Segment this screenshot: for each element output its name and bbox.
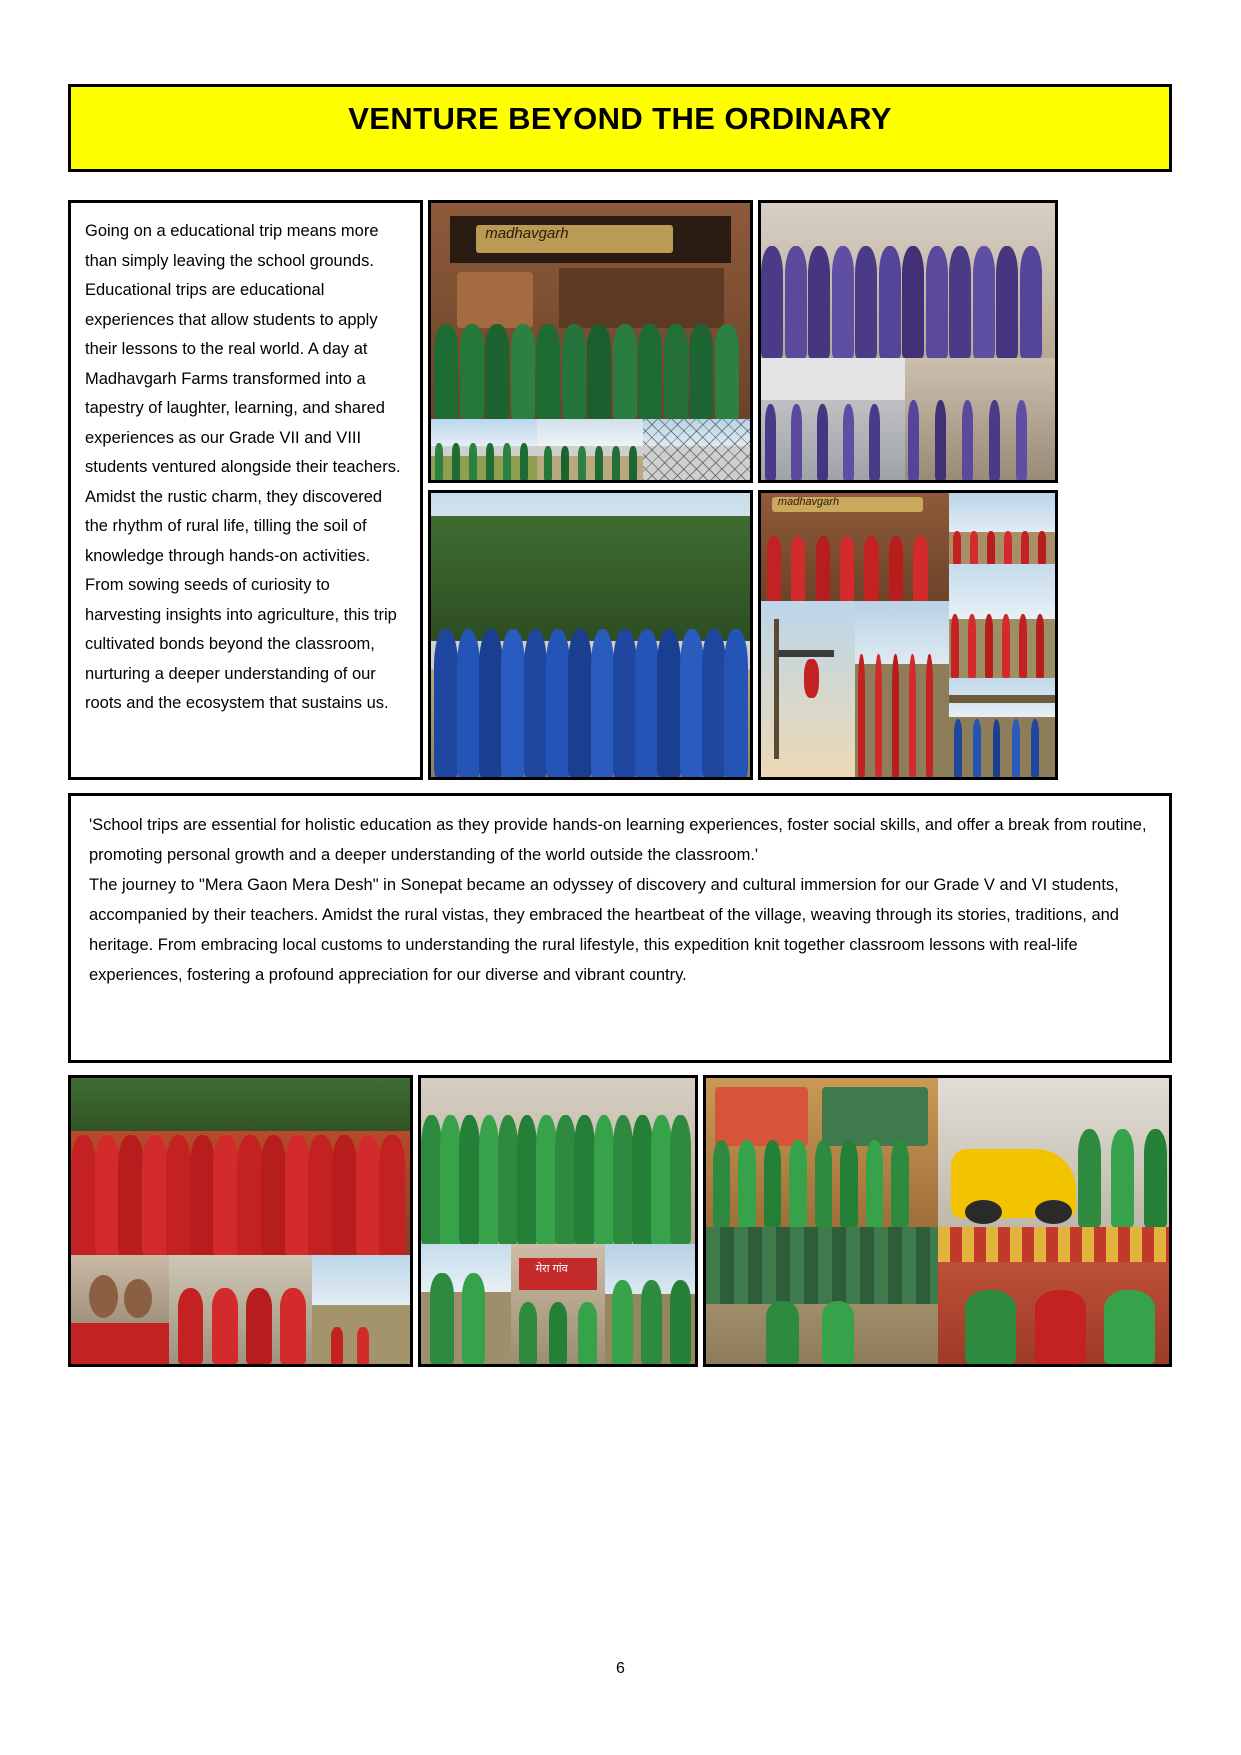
- section-two-text-box: [68, 793, 1172, 1063]
- photo-red-large-group: [71, 1078, 410, 1255]
- photo-group-field-1: [431, 419, 537, 480]
- photo-red-selfie: [71, 1255, 169, 1364]
- page-number: 6: [616, 1660, 625, 1677]
- photo-red-pair: [169, 1255, 311, 1364]
- photo-red-group-line: [949, 564, 1055, 678]
- photo-collage-purple-uniforms: [758, 200, 1058, 483]
- photo-yellow-scooter: [938, 1078, 1170, 1227]
- photo-red-kids-group: [855, 601, 949, 777]
- photo-green-group-outdoor: [605, 1244, 695, 1364]
- section-one-body: Going on a educational trip means more than simply leaving the school grounds. Educational trips are educational experiences that allow students to apply their lessons to the real world. A day at Madhavgarh Farms transformed into a tapestry of laughter, learning, and shared experiences as our Grade VII and VIII students ventured alongside their teachers. Amidst the rustic charm, they discovered the rhythm of rural life, tilling the soil of knowledge through hands-on activities. From sowing seeds of curiosity to harvesting insights into agriculture, this trip cultivated bonds beyond the classroom, nurturing a deeper understanding of our roots and the ecosystem that sustains us.: [85, 222, 401, 712]
- photo-caption-entrance: madhavgarh: [485, 224, 569, 242]
- photo-red-group-entrance: [761, 493, 949, 601]
- section-two-body: The journey to "Mera Gaon Mera Desh" in Sonepat became an odyssey of discovery and cultural immersion for our Grade V and VI students, accompanied by their teachers. Amidst the rural vistas, they embraced the heartbeat of the village, weaving through its stories, traditions, and heritage. From embracing local customs to understanding the rural lifestyle, this expedition knit together classroom lessons with real-life experiences, fostering a profound appreciation for our diverse and vibrant country.: [89, 876, 1119, 984]
- photo-red-assembly: [949, 493, 1055, 564]
- section-one-text-box: [68, 200, 423, 780]
- photo-green-large-group: [421, 1078, 695, 1244]
- section-two-quote: 'School trips are essential for holistic education as they provide hands-on learning experiences, foster social skills, and offer a break from routine, promoting personal growth and a deeper understanding of the world outside the classroom.': [89, 816, 1147, 864]
- page-title: VENTURE BEYOND THE ORDINARY: [348, 101, 892, 136]
- photo-bus-interior-1: [761, 358, 905, 480]
- photo-collage-village-activities: [703, 1075, 1172, 1367]
- photo-bus-interior-2: [905, 358, 1055, 480]
- photo-decorated-stall: [938, 1227, 1170, 1364]
- photo-rope-climbing: [643, 419, 750, 480]
- photo-blue-jackets-group: [428, 490, 753, 780]
- photo-blue-jackets-inner: [431, 493, 750, 777]
- photo-village-path: [312, 1255, 410, 1364]
- photo-caption-second-sign: madhavgarh: [777, 496, 840, 509]
- section-one: [68, 200, 1172, 780]
- section-three-gallery: [68, 1075, 1172, 1367]
- photo-collage-green-group-village: [418, 1075, 698, 1367]
- photo-collage-red-group-village: [68, 1075, 413, 1367]
- photo-group-field-2: [537, 419, 643, 480]
- photo-purple-group-stairs: [761, 203, 1055, 358]
- photo-green-kids-pose: [421, 1244, 511, 1364]
- photo-mera-gaon-banner: [511, 1244, 604, 1364]
- photo-village-mural-group: [706, 1078, 938, 1227]
- photo-zipline-activity: [761, 601, 855, 777]
- page-title-banner: [68, 84, 1172, 172]
- photo-obstacle-course: [949, 678, 1055, 777]
- photo-wall-art-group: [706, 1227, 938, 1364]
- photo-entrance-gate: [431, 203, 750, 419]
- photo-collage-madhavgarh-entrance: [428, 200, 753, 483]
- photo-caption-village-banner: मेरा गांव: [535, 1262, 568, 1275]
- photo-collage-red-uniforms: [758, 490, 1058, 780]
